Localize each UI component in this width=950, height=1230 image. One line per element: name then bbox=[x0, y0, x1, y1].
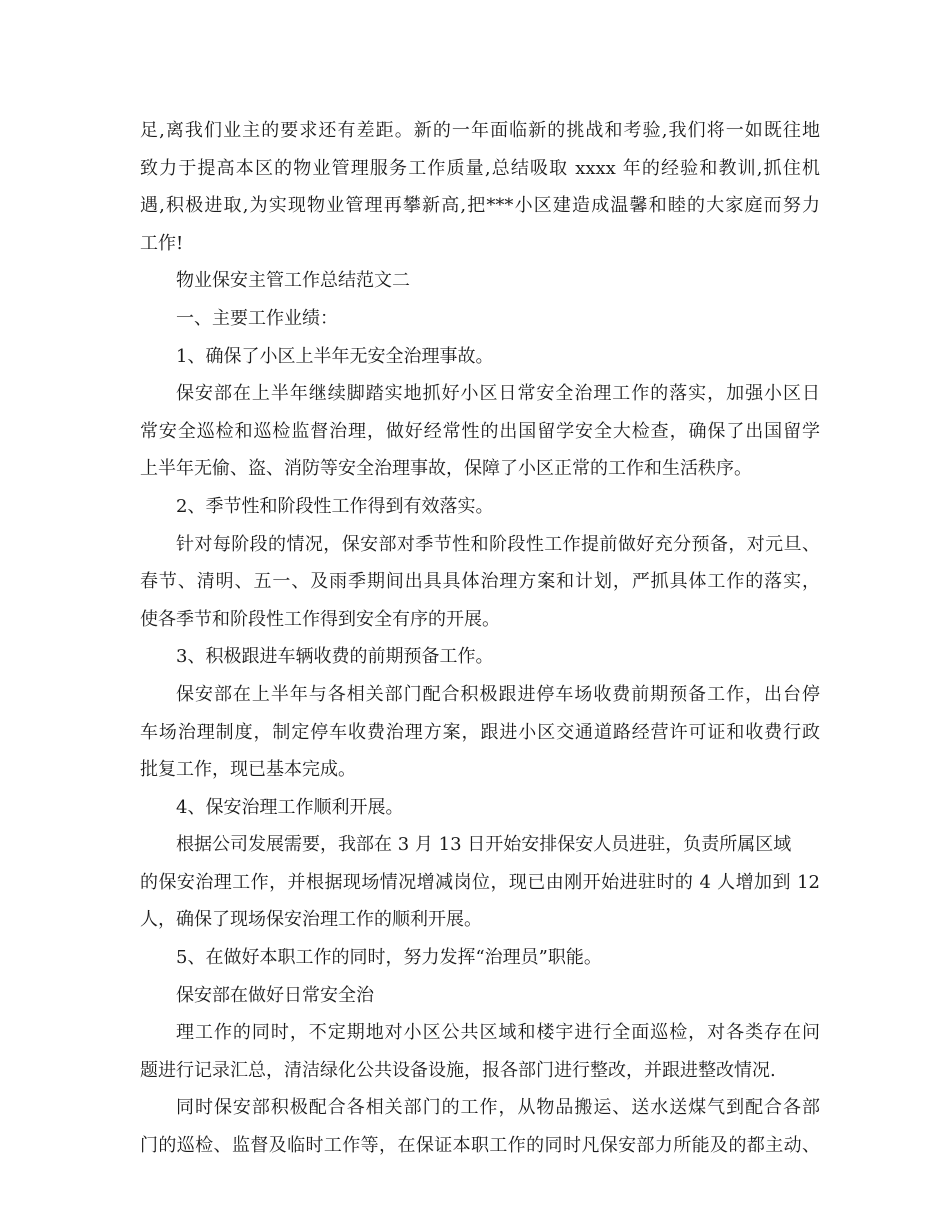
text-line: 春节、清明、五一、及雨季期间出具具体治理方案和计划，严抓具体工作的落实， bbox=[140, 571, 820, 593]
text-line: 理工作的同时，不定期地对小区公共区域和楼宇进行全面巡检，对各类存在问 bbox=[176, 1022, 820, 1044]
document-body bbox=[140, 112, 820, 1165]
text-line: 致力于提高本区的物业管理服务工作质量,总结吸取 xxxx 年的经验和教训,抓住机 bbox=[140, 157, 820, 179]
text-line: 车场治理制度，制定停车收费治理方案，跟进小区交通道路经营许可证和收费行政 bbox=[140, 721, 820, 743]
text-line: 门的巡检、监督及临时工作等，在保证本职工作的同时凡保安部力所能及的都主动、 bbox=[140, 1135, 820, 1157]
text-line: 工作! bbox=[140, 232, 184, 254]
text-line: 保安部在做好日常安全治 bbox=[176, 984, 374, 1006]
text-line: 人，确保了现场保安治理工作的顺利开展。 bbox=[140, 909, 482, 931]
text-line: 使各季节和阶段性工作得到安全有序的开展。 bbox=[140, 608, 500, 630]
text-line: 上半年无偷、盗、消防等安全治理事故，保障了小区正常的工作和生活秩序。 bbox=[140, 458, 752, 480]
text-line: 根据公司发展需要，我部在 3 月 13 日开始安排保安人员进驻，负责所属区域 bbox=[176, 834, 792, 856]
text-line: 4、保安治理工作顺利开展。 bbox=[176, 796, 404, 818]
text-line: 遇,积极进取,为实现物业管理再攀新高,把***小区建造成温馨和睦的大家庭而努力 bbox=[140, 195, 820, 217]
text-line: 一、主要工作业绩： bbox=[176, 307, 338, 329]
text-line: 同时保安部积极配合各相关部门的工作，从物品搬运、送水送煤气到配合各部 bbox=[176, 1097, 820, 1119]
text-line: 足,离我们业主的要求还有差距。新的一年面临新的挑战和考验,我们将一如既往地 bbox=[140, 120, 820, 141]
text-line: 保安部在上半年与各相关部门配合积极跟进停车场收费前期预备工作，出台停 bbox=[176, 683, 820, 705]
text-line: 2、季节性和阶段性工作得到有效落实。 bbox=[176, 495, 494, 517]
text-line: 针对每阶段的情况，保安部对季节性和阶段性工作提前做好充分预备，对元旦、 bbox=[176, 533, 820, 555]
text-line: 1、确保了小区上半年无安全治理事故。 bbox=[176, 345, 494, 367]
text-line: 的保安治理工作，并根据现场情况增减岗位，现已由刚开始进驻时的 4 人增加到 12 bbox=[140, 871, 820, 893]
text-line: 保安部在上半年继续脚踏实地抓好小区日常安全治理工作的落实，加强小区日 bbox=[176, 383, 820, 405]
text-line: 5、在做好本职工作的同时，努力发挥“治理员”职能。 bbox=[176, 947, 602, 969]
text-line: 物业保安主管工作总结范文二 bbox=[176, 270, 410, 292]
text-line: 批复工作，现已基本完成。 bbox=[140, 759, 356, 781]
text-line: 题进行记录汇总，清洁绿化公共设备设施，报各部门进行整改，并跟进整改情况. bbox=[140, 1059, 776, 1081]
text-line: 3、积极跟进车辆收费的前期预备工作。 bbox=[176, 646, 494, 668]
text-line: 常安全巡检和巡检监督治理，做好经常性的出国留学安全大检查，确保了出国留学 bbox=[140, 420, 820, 442]
